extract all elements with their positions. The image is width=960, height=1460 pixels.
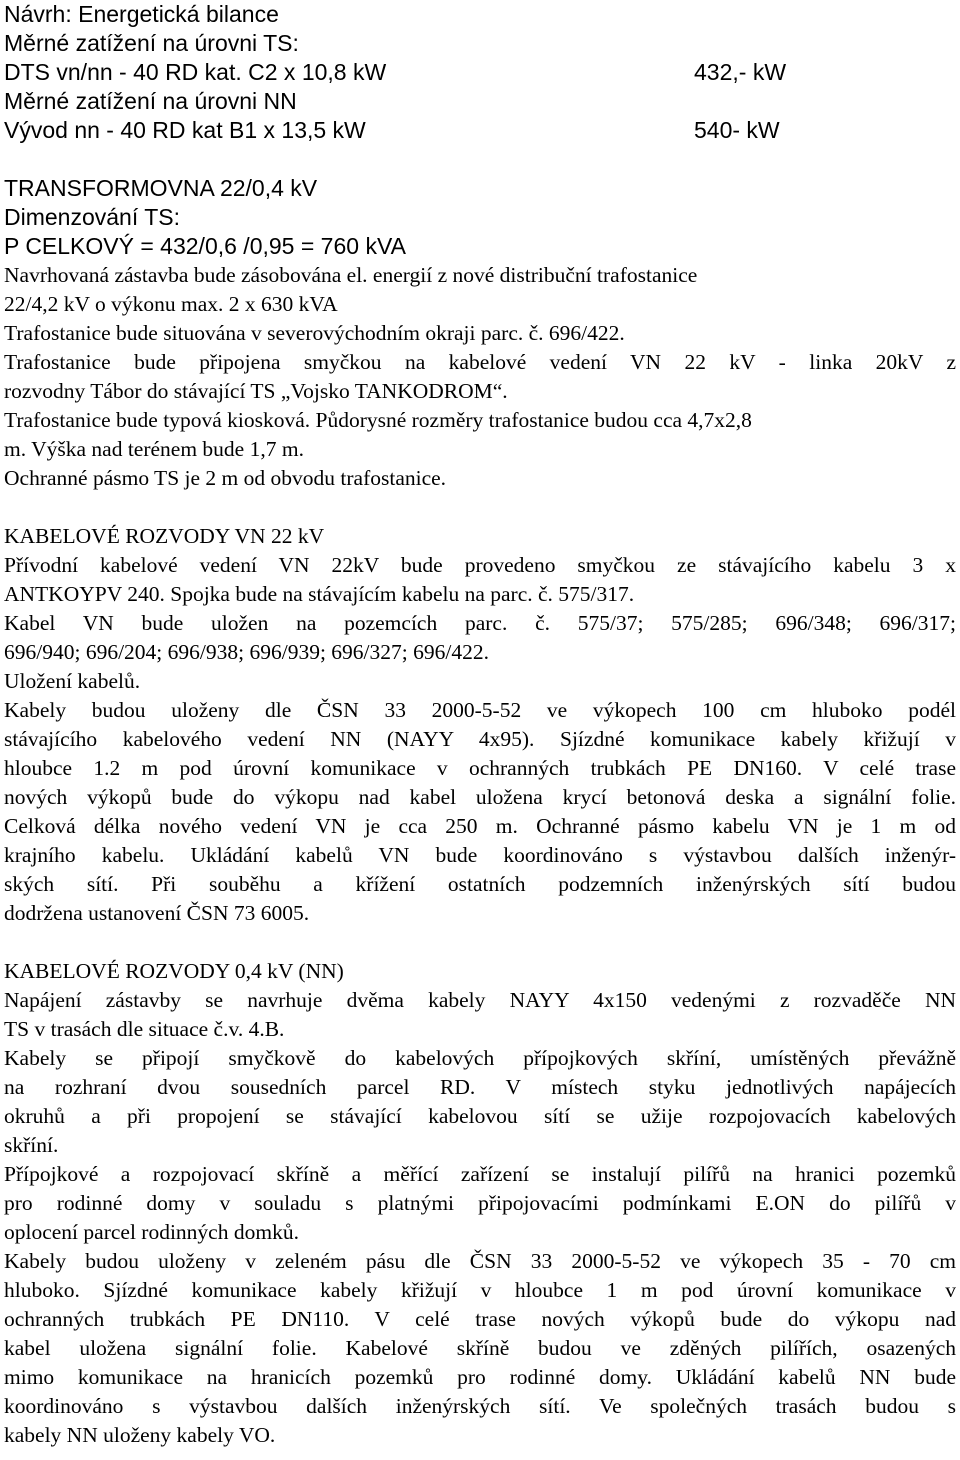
vn-line: [4, 609, 956, 638]
line-text: Trafostanice bude připojena smyčkou na kabelové vedení VN 22 kV - linka 20kV z: [4, 350, 956, 374]
line-text: hloubce 1.2 m pod úrovní komunikace v ochranných trubkách PE DN160. V celé trase: [4, 756, 956, 780]
line-text: skříní.: [4, 1133, 59, 1157]
line-text: Trafostanice bude situována v severovýchodním okraji parc. č. 696/422.: [4, 321, 625, 345]
heading-text: TRANSFORMOVNA 22/0,4 kV: [4, 175, 318, 201]
header-line: Návrh: Energetická bilance: [4, 1, 279, 27]
header-load-nn-line: [4, 116, 956, 145]
vn-line: [4, 899, 956, 928]
nn-line: [4, 1102, 956, 1131]
transformovna-line: [4, 290, 956, 319]
line-text: Kabely budou uloženy dle ČSN 33 2000-5-52 ve výkopech 100 cm hluboko podél: [4, 698, 956, 722]
transformovna-line: [4, 232, 956, 261]
load-nn-value: 540- kW: [694, 117, 780, 143]
transformovna-line: [4, 377, 956, 406]
line-text: oplocení parcel rodinných domků.: [4, 1220, 299, 1244]
header-line: [4, 87, 956, 116]
nn-line: [4, 1160, 956, 1189]
vn-line: [4, 580, 956, 609]
nn-line: [4, 986, 956, 1015]
transformovna-line: [4, 435, 956, 464]
nn-line: [4, 1218, 956, 1247]
line-text: Dimenzování TS:: [4, 204, 180, 230]
line-text: ských sítí. Při souběhu a křížení ostatních podzemních inženýrských sítí budou: [4, 872, 956, 896]
line-text: Trafostanice bude typová kiosková. Půdorysné rozměry trafostanice budou cca 4,7x2,8: [4, 408, 752, 432]
transformovna-heading: [4, 174, 956, 203]
nn-line: [4, 1363, 956, 1392]
transformovna-line: [4, 464, 956, 493]
nn-line: [4, 1044, 956, 1073]
line-text: kabely NN uloženy kabely VO.: [4, 1423, 276, 1447]
line-text: Kabel VN bude uložen na pozemcích parc. č. 575/37; 575/285; 696/348; 696/317;: [4, 611, 956, 635]
load-nn-label: Vývod nn - 40 RD kat B1 x 13,5 kW: [4, 117, 366, 143]
nn-line: [4, 1131, 956, 1160]
load-ts-label: DTS vn/nn - 40 RD kat. C2 x 10,8 kW: [4, 59, 387, 85]
vn-heading: [4, 522, 956, 551]
vn-line: [4, 870, 956, 899]
line-text: kabel uložena signální folie. Kabelové skříně budou ve zděných pilířích, osazených: [4, 1336, 956, 1360]
line-text: m. Výška nad terénem bude 1,7 m.: [4, 437, 304, 461]
line-text: rozvodny Tábor do stávající TS „Vojsko TANKODROM“.: [4, 379, 508, 403]
line-text: Kabely se připojí smyčkově do kabelových přípojkových skříní, umístěných převážně: [4, 1046, 956, 1070]
vn-line: [4, 754, 956, 783]
line-text: Uložení kabelů.: [4, 669, 141, 693]
vn-line: [4, 841, 956, 870]
vn-line: [4, 638, 956, 667]
nn-line: [4, 1305, 956, 1334]
header-title-line: [4, 0, 956, 29]
vn-line: [4, 551, 956, 580]
transformovna-line: [4, 319, 956, 348]
line-text: TS v trasách dle situace č.v. 4.B.: [4, 1017, 285, 1041]
line-text: hluboko. Sjízdné komunikace kabely křižují v hloubce 1 m pod úrovní komunikace v: [4, 1278, 956, 1302]
nn-heading: [4, 957, 956, 986]
line-text: ANTKOYPV 240. Spojka bude na stávajícím kabelu na parc. č. 575/317.: [4, 582, 635, 606]
vn-line: [4, 783, 956, 812]
transformovna-line: [4, 261, 956, 290]
header-line-text: Měrné zatížení na úrovni NN: [4, 88, 297, 114]
nn-line: [4, 1015, 956, 1044]
line-text: na rozhraní dvou sousedních parcel RD. V místech styku jednotlivých napájecích: [4, 1075, 956, 1099]
heading-text: KABELOVÉ ROZVODY 0,4 kV (NN): [4, 959, 344, 983]
line-text: Napájení zástavby se navrhuje dvěma kabely NAYY 4x150 vedenými z rozvaděče NN: [4, 988, 956, 1012]
nn-line: [4, 1421, 956, 1450]
nn-line: [4, 1189, 956, 1218]
line-text: P CELKOVÝ = 432/0,6 /0,95 = 760 kVA: [4, 233, 406, 259]
nn-line: [4, 1073, 956, 1102]
line-text: ochranných trubkách PE DN110. V celé trase nových výkopů bude do výkopu nad: [4, 1307, 956, 1331]
line-text: 22/4,2 kV o výkonu max. 2 x 630 kVA: [4, 292, 338, 316]
line-text: Přívodní kabelové vedení VN 22kV bude provedeno smyčkou ze stávajícího kabelu 3 x: [4, 553, 956, 577]
heading-text: KABELOVÉ ROZVODY VN 22 kV: [4, 524, 325, 548]
line-text: Kabely budou uloženy v zeleném pásu dle ČSN 33 2000-5-52 ve výkopech 35 - 70 cm: [4, 1249, 956, 1273]
line-text: stávajícího kabelového vedení NN (NAYY 4x95). Sjízdné komunikace kabely křižují v: [4, 727, 956, 751]
line-text: Celková délka nového vedení VN je cca 250 m. Ochranné pásmo kabelu VN je 1 m od: [4, 814, 956, 838]
line-text: 696/940; 696/204; 696/938; 696/939; 696/327; 696/422.: [4, 640, 489, 664]
line-text: okruhů a při propojení se stávající kabelovou sítí se užije rozpojovacích kabelových: [4, 1104, 956, 1128]
nn-line: [4, 1247, 956, 1276]
transformovna-line: [4, 203, 956, 232]
line-text: mimo komunikace na hranicích pozemků pro rodinné domy. Ukládání kabelů NN bude: [4, 1365, 956, 1389]
header-line-text: Měrné zatížení na úrovni TS:: [4, 30, 299, 56]
line-text: Navrhovaná zástavba bude zásobována el. energií z nové distribuční trafostanice: [4, 263, 698, 287]
header-line: [4, 29, 956, 58]
transformovna-line: [4, 406, 956, 435]
vn-line: [4, 667, 956, 696]
vn-line: [4, 696, 956, 725]
nn-line: [4, 1334, 956, 1363]
transformovna-line: [4, 348, 956, 377]
nn-line: [4, 1276, 956, 1305]
line-text: nových výkopů bude do výkopu nad kabel uložena krycí betonová deska a signální folie.: [4, 785, 956, 809]
line-text: krajního kabelu. Ukládání kabelů VN bude koordinováno s výstavbou dalších inženýr-: [4, 843, 956, 867]
line-text: pro rodinné domy v souladu s platnými připojovacími podmínkami E.ON do pilířů v: [4, 1191, 956, 1215]
line-text: Ochranné pásmo TS je 2 m od obvodu trafostanice.: [4, 466, 447, 490]
header-load-ts-line: [4, 58, 956, 87]
vn-line: [4, 812, 956, 841]
vn-line: [4, 725, 956, 754]
nn-line: [4, 1392, 956, 1421]
line-text: koordinováno s výstavbou dalších inženýrských sítí. Ve společných trasách budou s: [4, 1394, 956, 1418]
line-text: Přípojkové a rozpojovací skříně a měřící zařízení se instalují pilířů na hranici pozemků: [4, 1162, 956, 1186]
line-text: dodržena ustanovení ČSN 73 6005.: [4, 901, 310, 925]
load-ts-value: 432,- kW: [694, 59, 787, 85]
